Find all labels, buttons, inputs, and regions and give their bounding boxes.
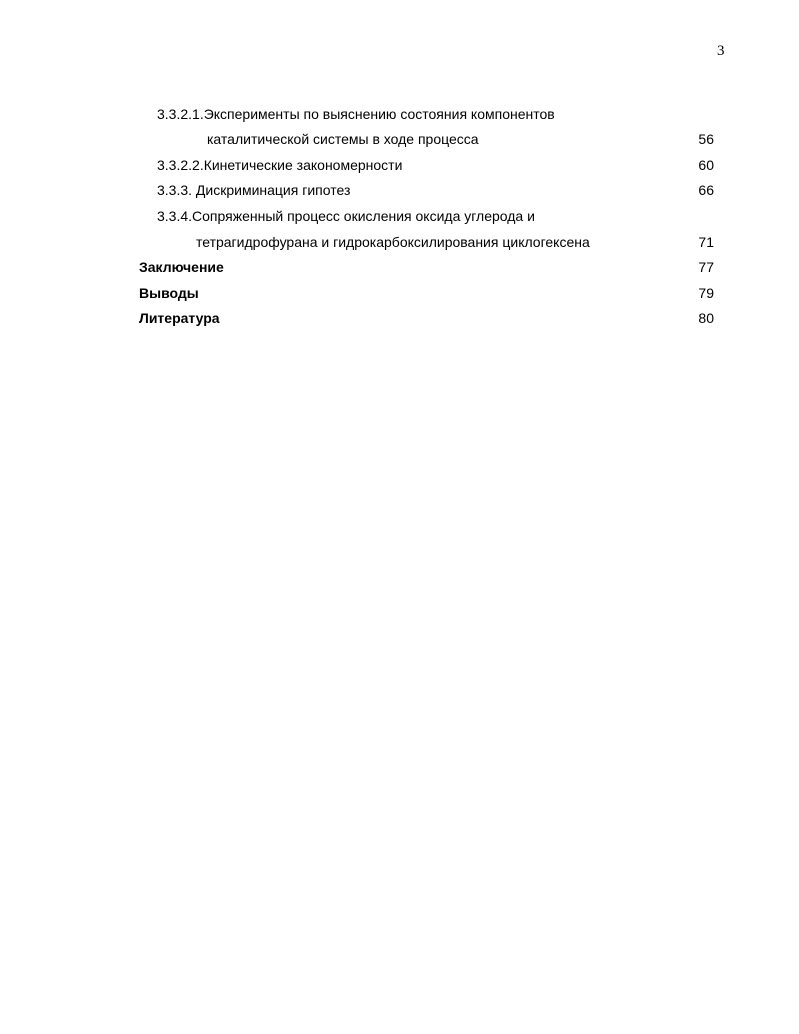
page-number: 3 bbox=[717, 43, 725, 59]
toc-entry-3-3-2-1-line-2: каталитической системы в ходе процесса bbox=[207, 131, 479, 147]
toc-entry-title: Кинетические закономерности bbox=[203, 157, 403, 173]
toc-entry-findings-page: 79 bbox=[698, 285, 714, 301]
toc-entry-references-page: 80 bbox=[698, 310, 714, 326]
toc-entry-3-3-2-2 bbox=[157, 154, 402, 176]
toc-entry-references: Литература bbox=[139, 310, 220, 326]
toc-entry-3-3-2-1-page: 56 bbox=[698, 131, 714, 147]
toc-entry-number: 3.3.4. bbox=[157, 208, 193, 224]
toc-entry-number: 3.3.2.2. bbox=[157, 157, 204, 173]
toc-entry-3-3-2-2-page: 60 bbox=[698, 157, 714, 173]
toc-entry-findings: Выводы bbox=[139, 285, 199, 301]
toc-entry-conclusion: Заключение bbox=[139, 259, 224, 275]
toc-entry-number: 3.3.3. bbox=[157, 182, 196, 198]
toc-entry-title: Сопряженный процесс окисления оксида углерода и bbox=[192, 208, 535, 224]
toc-entry-3-3-4-line-1 bbox=[157, 205, 535, 227]
toc-entry-3-3-2-1-line-1 bbox=[157, 103, 555, 125]
toc-entry-3-3-3 bbox=[157, 179, 350, 201]
toc-entry-title: Дискриминация гипотез bbox=[195, 182, 351, 198]
toc-entry-number: 3.3.2.1. bbox=[157, 106, 204, 122]
toc-entry-3-3-4-page: 71 bbox=[698, 234, 714, 250]
toc-entry-conclusion-page: 77 bbox=[698, 259, 714, 275]
toc-entry-3-3-3-page: 66 bbox=[698, 182, 714, 198]
toc-entry-title: Эксперименты по выяснению состояния компонентов bbox=[203, 106, 555, 122]
toc-entry-3-3-4-line-2: тетрагидрофурана и гидрокарбоксилирования циклогексена bbox=[196, 234, 590, 250]
